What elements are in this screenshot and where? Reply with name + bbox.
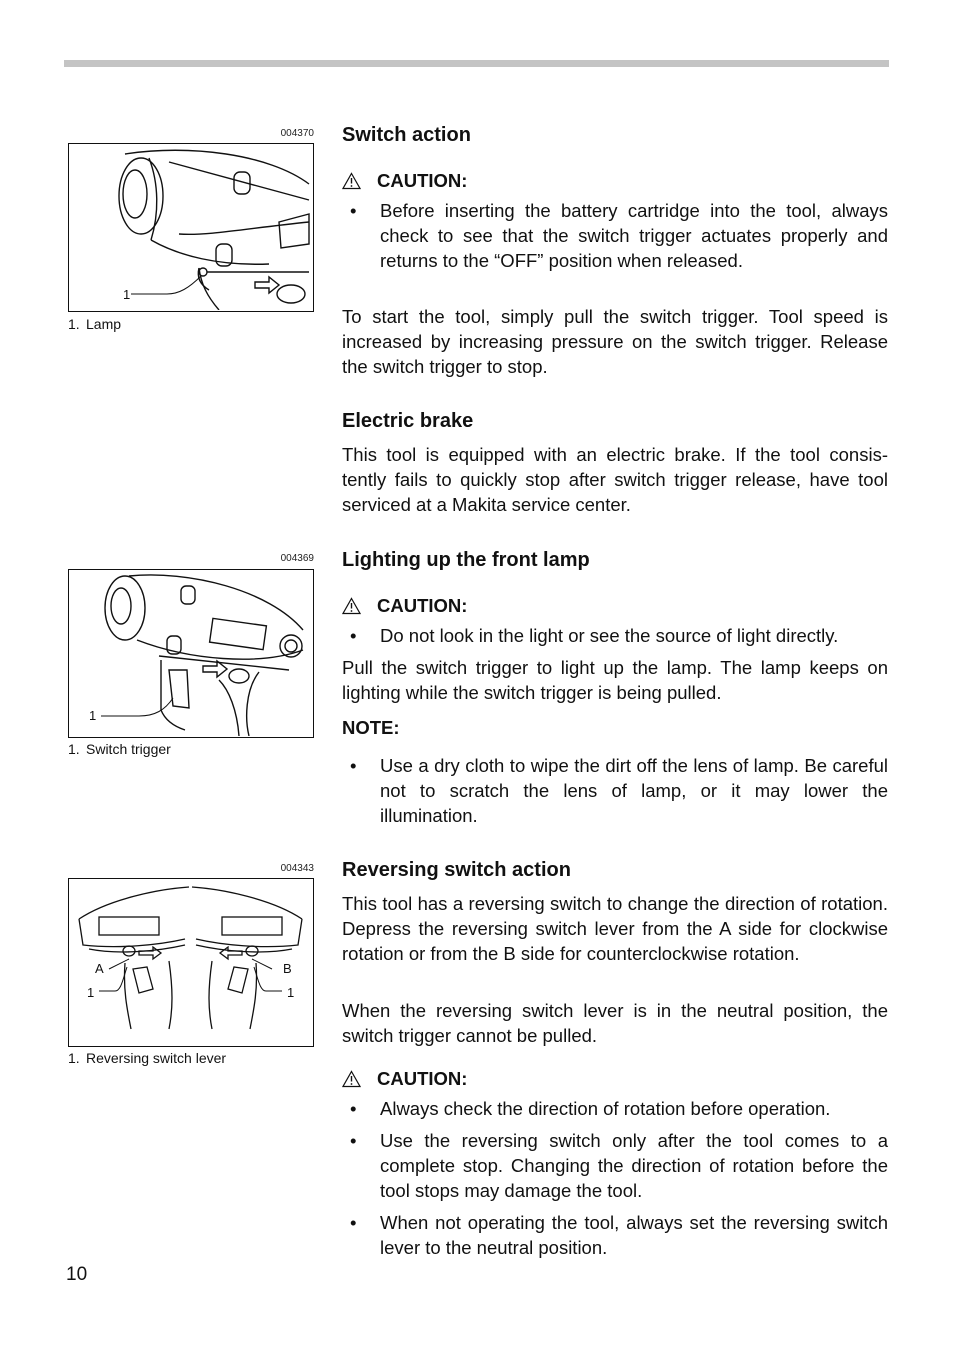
bullet-dot: •	[350, 1130, 357, 1151]
figure-callout-right: 1	[287, 985, 295, 1000]
heading-electric-brake: Electric brake	[342, 410, 474, 432]
caption-number: 1.	[68, 741, 80, 757]
list-item	[342, 198, 888, 273]
caution-label	[342, 170, 467, 192]
caption-text: Lamp	[86, 316, 122, 332]
bullet-text: Before inserting the battery cartridge into the tool, always check to see that the switch trigger actuates properly and returns to the “OFF” position when released.	[380, 200, 888, 271]
paragraph: This tool has a reversing switch to change the direction of rotation. Depress the reversing switch lever from the A side for clockwise rotation or from the B side for counterclockwise rotation.	[342, 893, 888, 964]
heading-reversing-switch: Reversing switch action	[342, 859, 571, 881]
bullet-text: Do not look in the light or see the source of light directly.	[380, 625, 839, 646]
paragraph: Pull the switch trigger to light up the lamp. The lamp keeps on lighting while the switch trigger is being pulled.	[342, 657, 888, 703]
caption-text: Switch trigger	[86, 741, 171, 757]
caution-text: CAUTION:	[377, 1068, 468, 1089]
figure-code: 004370	[280, 128, 314, 139]
caption-number: 1.	[68, 316, 80, 332]
figure-code: 004369	[280, 553, 314, 564]
figure-lamp-illustration	[68, 143, 314, 312]
label-b: B	[283, 961, 292, 976]
caption-number: 1.	[68, 1050, 80, 1066]
heading-switch-action: Switch action	[342, 124, 471, 146]
caution-text: CAUTION:	[377, 170, 468, 191]
header-rule	[64, 60, 889, 67]
bullet-dot: •	[350, 755, 357, 776]
figure-code: 004343	[280, 863, 314, 874]
caution-label	[342, 1068, 467, 1090]
figure-switch-trigger-illustration	[68, 569, 314, 738]
bullet-dot: •	[350, 200, 357, 221]
warning-triangle-icon	[342, 1070, 361, 1088]
list-item	[342, 1128, 888, 1203]
figure-caption	[68, 741, 171, 757]
caution-label	[342, 595, 467, 617]
list-item	[342, 1096, 888, 1121]
paragraph: This tool is equipped with an electric brake. If the tool consis- tently fails to quickly stop after switch trigger release, have tool serviced at a Makita service center.	[342, 444, 888, 515]
bullet-text: Use the reversing switch only after the tool comes to a complete stop. Changing the direction of rotation before the tool stops may damage the tool.	[380, 1130, 888, 1201]
bullet-dot: •	[350, 625, 357, 646]
bullet-dot: •	[350, 1212, 357, 1233]
warning-triangle-icon	[342, 597, 361, 615]
figure-reversing-lever-illustration	[68, 878, 314, 1047]
figure-callout: 1	[89, 708, 97, 723]
page-number: 10	[66, 1264, 88, 1285]
note-label: NOTE:	[342, 717, 400, 738]
label-a: A	[95, 961, 104, 976]
list-item	[342, 1210, 888, 1260]
heading-front-lamp: Lighting up the front lamp	[342, 549, 590, 571]
warning-triangle-icon	[342, 172, 361, 190]
bullet-text: Use a dry cloth to wipe the dirt off the lens of lamp. Be careful not to scratch the lens of lamp, or it may lower the illumination.	[380, 755, 888, 826]
caption-text: Reversing switch lever	[86, 1050, 227, 1066]
figure-caption	[68, 316, 121, 332]
paragraph: When the reversing switch lever is in the neutral position, the switch trigger cannot be pulled.	[342, 1000, 888, 1046]
bullet-text: Always check the direction of rotation before operation.	[380, 1098, 831, 1119]
figure-callout-left: 1	[87, 985, 95, 1000]
list-item	[342, 753, 888, 828]
paragraph: To start the tool, simply pull the switch trigger. Tool speed is increased by increasing pressure on the switch trigger. Release the switch trigger to stop.	[342, 306, 888, 377]
caution-text: CAUTION:	[377, 595, 468, 616]
bullet-text: When not operating the tool, always set the reversing switch lever to the neutral position.	[380, 1212, 888, 1258]
list-item	[342, 623, 888, 648]
figure-caption	[68, 1050, 226, 1066]
bullet-dot: •	[350, 1098, 357, 1119]
figure-callout: 1	[123, 287, 131, 302]
